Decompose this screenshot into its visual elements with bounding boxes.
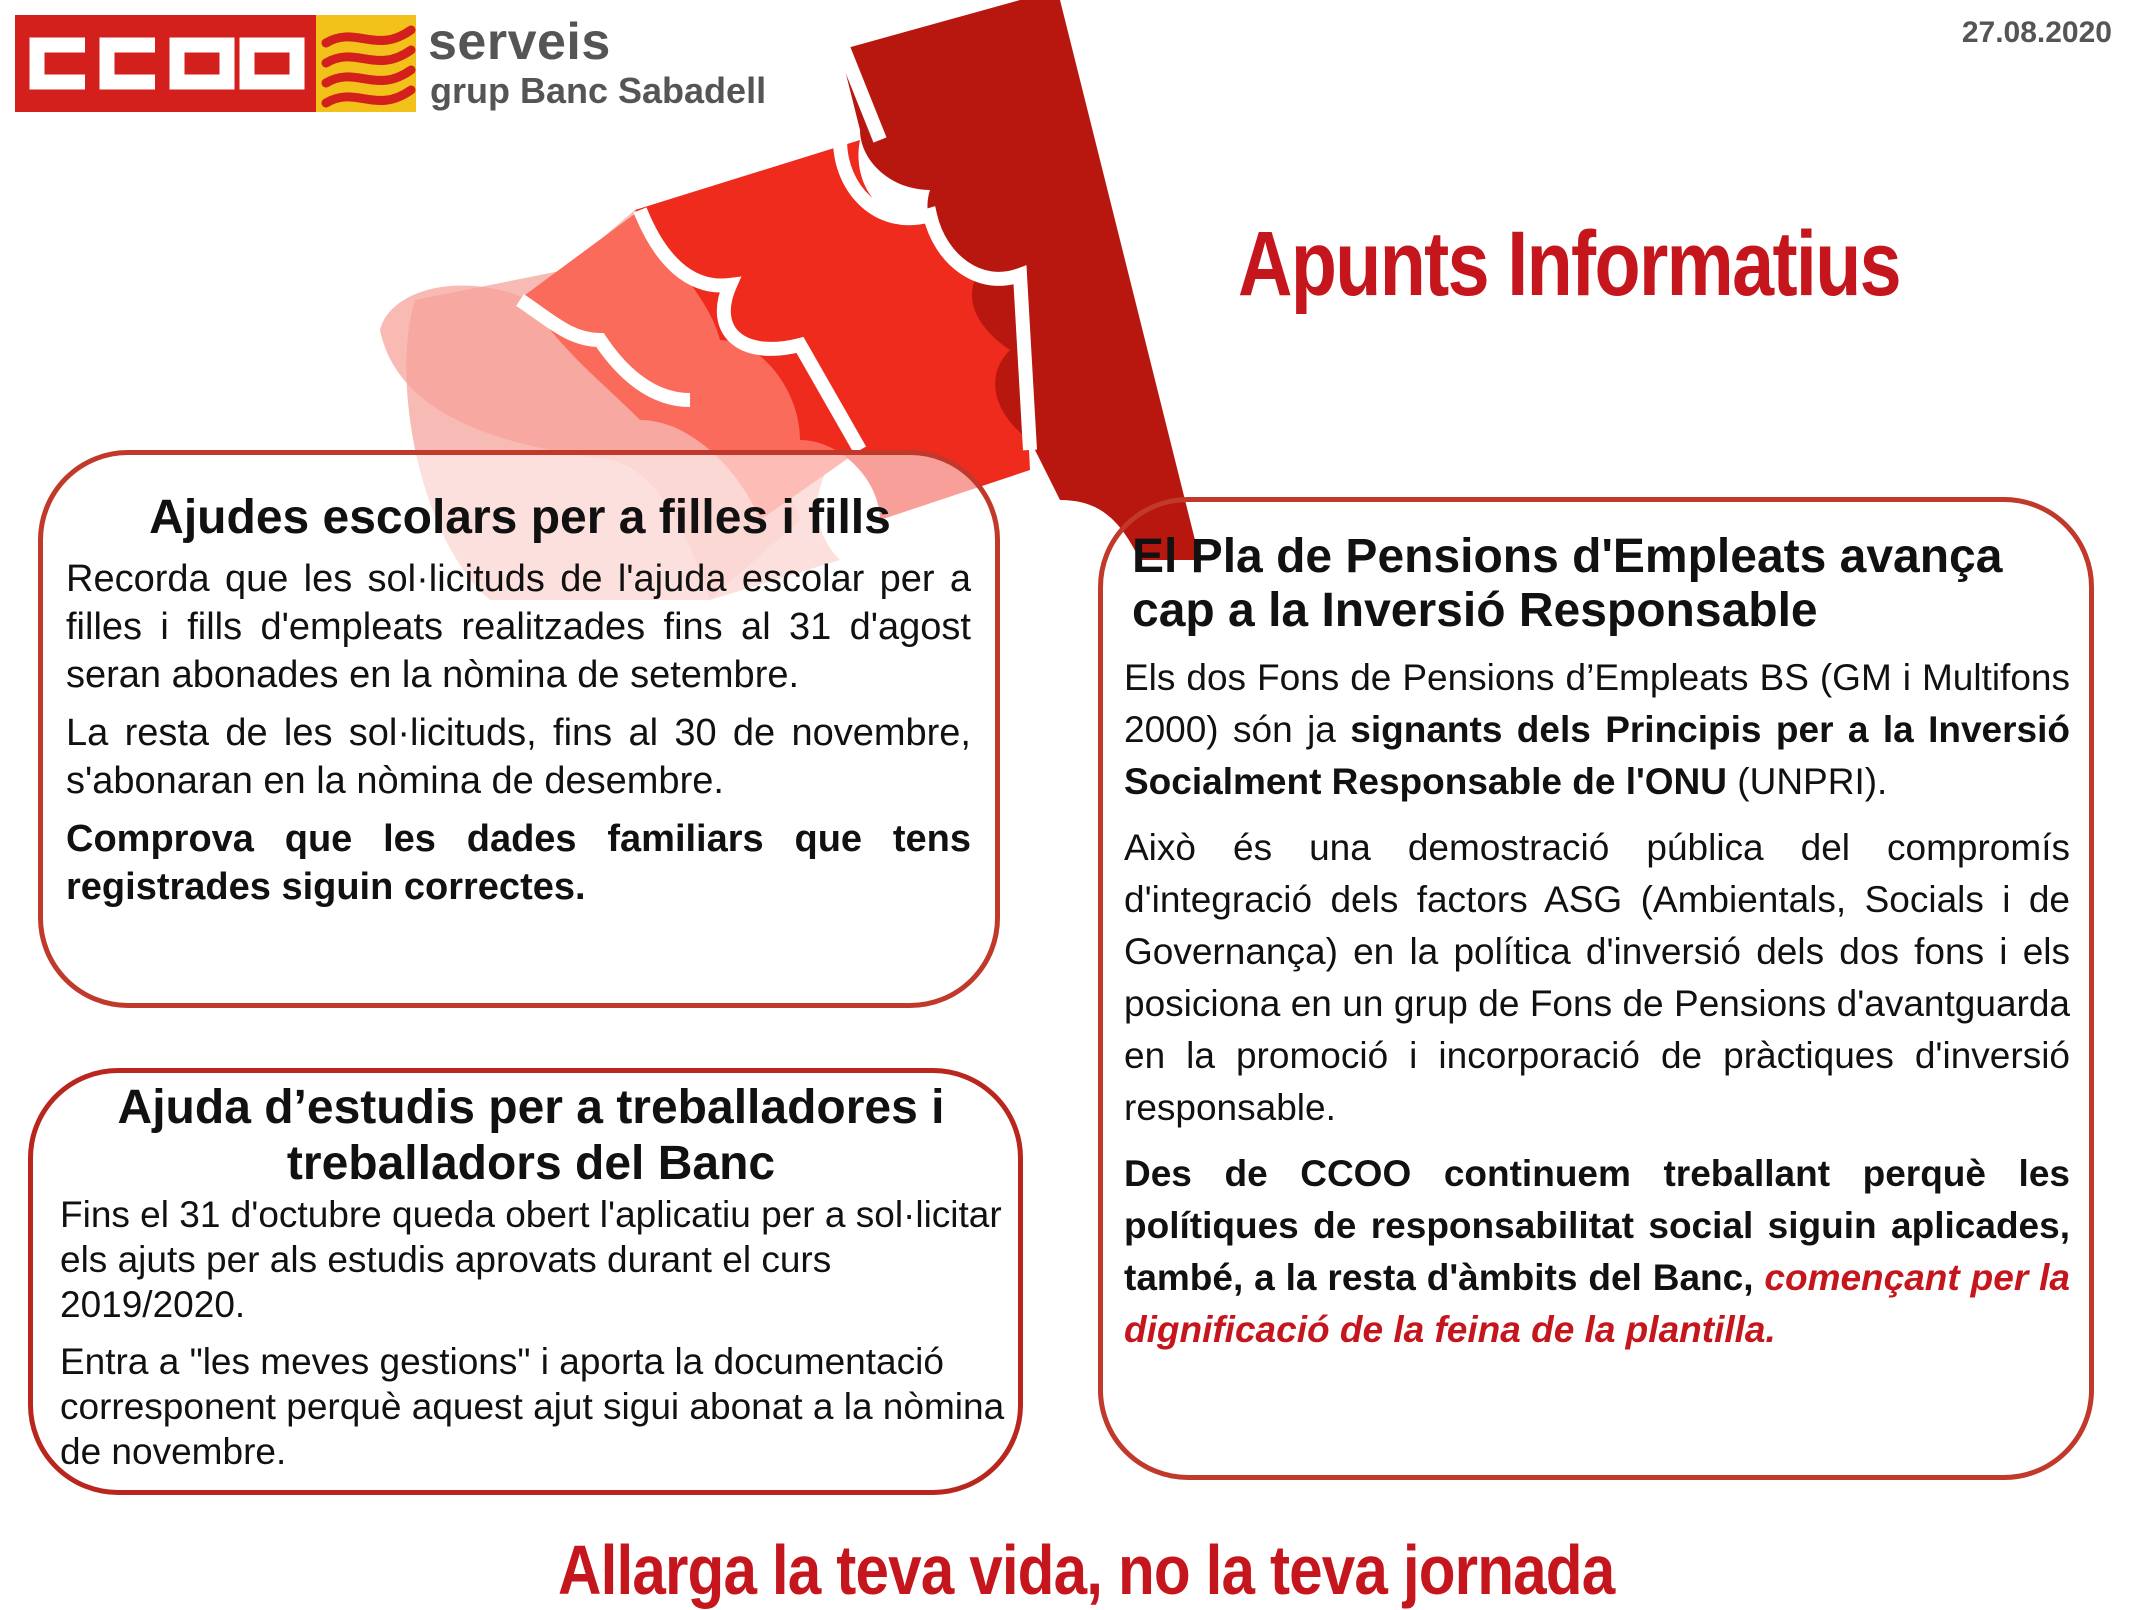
slogan: Allarga la teva vida, no la teva jornada — [558, 1531, 1615, 1609]
paragraph-emphasis — [1124, 1148, 2070, 1356]
text-highlight: començant per la dignificació de la feina de la plantilla. — [1124, 1257, 2070, 1350]
paragraph — [1124, 652, 2070, 808]
paragraph: Recorda que les sol·licituds de l'ajuda escolar per a filles i fills d'empleats realitzades fins al 31 d'agost seran abonades en la nòmina de setembre. — [66, 558, 971, 696]
box-pla-pensions-title: El Pla de Pensions d'Empleats avança cap a la Inversió Responsable — [1132, 530, 2003, 637]
text: Els dos Fons de Pensions d’Empleats BS (GM i Multifons 2000) són ja — [1124, 657, 2070, 750]
brand-subtitle: grup Banc Sabadell — [430, 70, 767, 111]
publication-date: 27.08.2020 — [1961, 16, 2112, 49]
ccoo-logo-letters — [15, 15, 317, 112]
box-ajuda-estudis-body — [60, 1192, 1020, 1486]
paragraph: Això és una demostració pública del compromís d'integració dels factors ASG (Ambientals, Socials i de Governança) en la política d'inversió dels dos fons i els posiciona en un grup de Fons de Pensions d'avantguarda en la promoció i incorporació de pràctiques d'inversió responsable. — [1124, 827, 2070, 1128]
paragraph: La resta de les sol·licituds, fins al 30 de novembre, s'abonaran en la nòmina de desembre. — [66, 712, 971, 802]
text-bold: Des de CCOO continuem treballant perquè les polítiques de responsabilitat social siguin aplicades, també, a la resta d'àmbits del Banc, — [1124, 1153, 2070, 1298]
text-bold: signants dels Principis per a la Inversió Socialment Responsable de l'ONU — [1124, 709, 2070, 802]
text: (UNPRI). — [1727, 761, 1888, 802]
box-ajudes-escolars-title: Ajudes escolars per a filles i fills — [149, 491, 891, 544]
ccoo-logo — [15, 15, 317, 112]
brand-name: serveis — [428, 13, 611, 71]
catalan-flag-logo — [316, 15, 416, 112]
box-pla-pensions-body — [1124, 652, 2070, 1370]
box-ajudes-escolars-body — [66, 555, 971, 921]
main-title: Apunts Informatius — [1238, 213, 1901, 315]
box-ajuda-estudis-title: Ajuda d’estudis per a treballadores i treballadors del Banc — [117, 1081, 945, 1190]
paragraph: Entra a "les meves gestions" i aporta la documentació corresponent perquè aquest ajut sigui abonat a la nòmina de novembre. — [60, 1341, 1005, 1472]
paragraph-emphasis: Comprova que les dades familiars que tens registrades siguin correctes. — [66, 818, 971, 908]
paragraph: Fins el 31 d'octubre queda obert l'aplicatiu per a sol·licitar els ajuts per als estudis aprovats durant el curs 2019/2020. — [60, 1194, 1002, 1325]
